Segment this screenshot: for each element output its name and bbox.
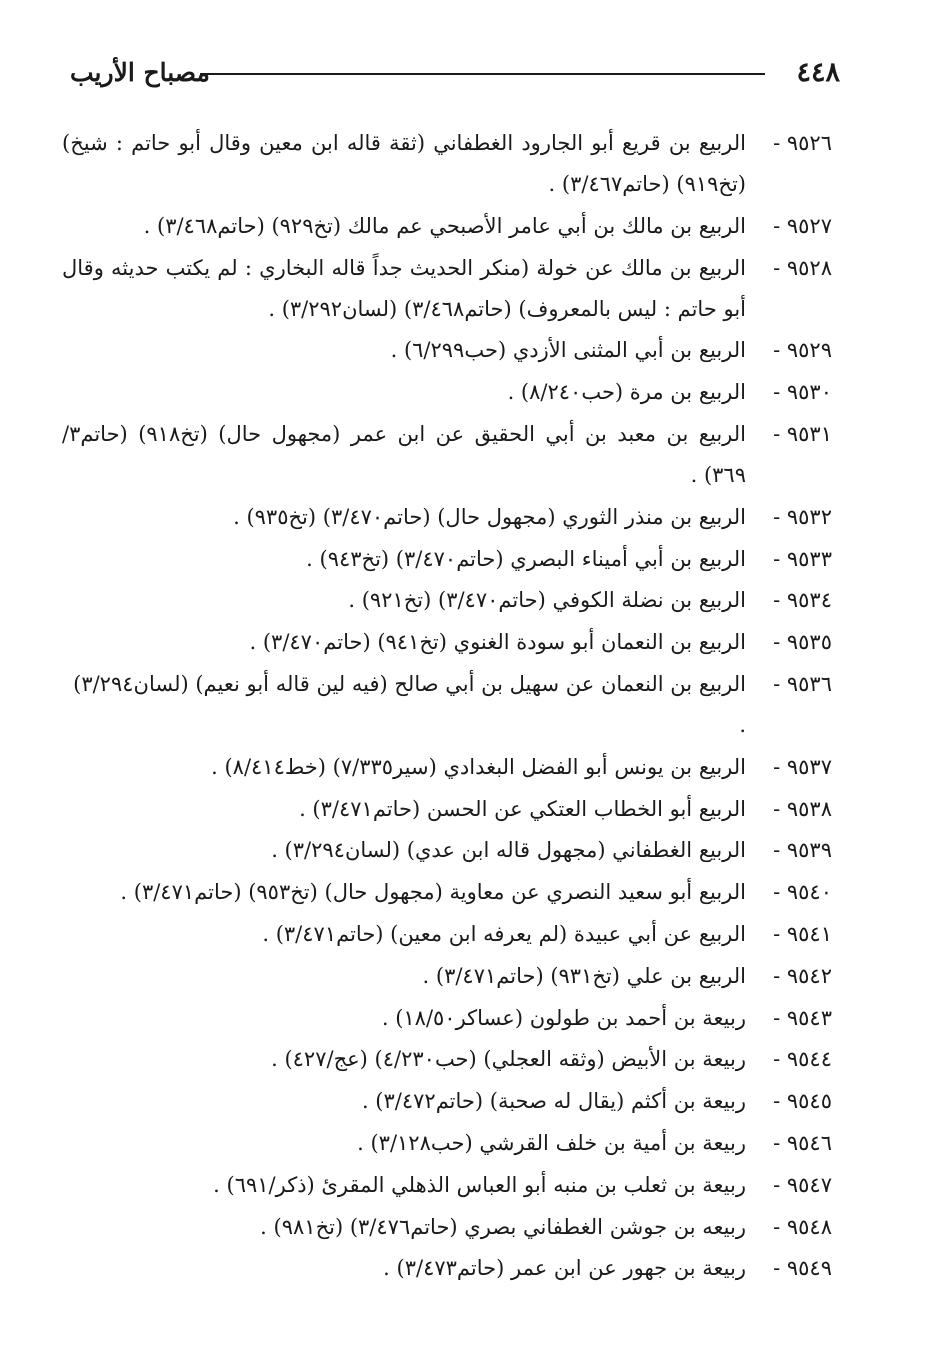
entry [62,1165,832,1206]
entry-text: الربيع بن يونس أبو الفضل البغدادي (سير٧/٣٣٥) (خط٨/٤١٤) . [211,754,746,779]
entry-number: ٩٥٤٤ - [773,1047,832,1072]
entry-text: الربيع بن أبي أميناء البصري (حاتم٣/٤٧٠) (تخ٩٤٣) . [306,546,746,571]
entry [62,914,832,955]
entry [62,248,832,330]
entry [62,414,832,496]
entry-list [62,123,832,1290]
entry-text: الربيع بن مالك بن أبي عامر الأصبحي عم مالك (تخ٩٢٩) (حاتم٣/٤٦٨) . [143,213,746,238]
entry-number: ٩٥٤٣ - [773,1005,832,1030]
entry [62,664,832,746]
entry-number: ٩٥٣٩ - [773,838,832,863]
entry-text: الربيع بن نضلة الكوفي (حاتم٣/٤٧٠) (تخ٩٢١) . [348,588,746,613]
entry-number: ٩٥٤٩ - [773,1256,832,1281]
entry-text: ربيعة بن أمية بن خلف القرشي (حب٣/١٢٨) . [357,1130,746,1155]
entry-text: الربيع الغطفاني (مجهول قاله ابن عدي) (لسان٣/٢٩٤) . [271,838,746,863]
entry-number: ٩٥٢٦ - [773,131,832,155]
entry-number: ٩٥٣٨ - [773,796,832,821]
entry-text: الربيع عن أبي عبيدة (لم يعرفه ابن معين) (حاتم٣/٤٧١) . [262,921,746,946]
entry-number: ٩٥٤٨ - [773,1214,832,1239]
entry-number: ٩٥٤٦ - [773,1130,832,1155]
page-header [70,52,840,92]
entry [62,580,832,621]
header-rule [200,73,765,75]
entry [62,1123,832,1164]
entry [62,372,832,413]
entry-text: ربيعة بن أكثم (يقال له صحبة) (حاتم٣/٤٧٢) . [361,1089,746,1114]
entry-number: ٩٥٤٢ - [773,963,832,988]
entry [62,497,832,538]
entry-number: ٩٥٣٧ - [773,754,832,779]
entry [62,956,832,997]
entry-number: ٩٥٢٧ - [773,213,832,238]
entry-text: ربيعه بن جوشن الغطفاني بصري (حاتم٣/٤٧٦) (تخ٩٨١) . [260,1214,746,1239]
entry [62,747,832,788]
entry-text: الربيع بن مرة (حب٨/٢٤٠) . [507,380,746,405]
entry-text: ربيعة بن ثعلب بن منبه أبو العباس الذهلي المقرئ (ذكر/٦٩١) . [213,1172,746,1197]
entry [62,789,832,830]
entry-text: الربيع بن النعمان أبو سودة الغنوي (تخ٩٤١) (حاتم٣/٤٧٠) . [249,630,746,655]
entry-number: ٩٥٣٣ - [773,546,832,571]
entry-text: ربيعة بن جهور عن ابن عمر (حاتم٣/٤٧٣) . [383,1256,746,1281]
entry-number: ٩٥٣٠ - [773,380,832,405]
entry [62,622,832,663]
entry-number: ٩٥٣١ - [773,421,832,446]
entry-text: الربيع بن قريع أبو الجارود الغطفاني (ثقة قاله ابن معين وقال أبو حاتم : شيخ) (تخ٩١٩) (حاتم٣/٤٦٧) . [62,131,746,196]
entry-number: ٩٥٤١ - [773,921,832,946]
entry-text: الربيع أبو سعيد النصري عن معاوية (مجهول حال) (تخ٩٥٣) (حاتم٣/٤٧١) . [120,880,746,905]
entry-text: الربيع بن معبد بن أبي الحقيق عن ابن عمر (مجهول حال) (تخ٩١٨) (حاتم٣/ ٣٦٩) . [62,421,746,487]
entry-text: الربيع أبو الخطاب العتكي عن الحسن (حاتم٣/٤٧١) . [299,796,746,821]
entry [62,123,832,205]
entry [62,872,832,913]
entry-text: ربيعة بن أحمد بن طولون (عساكر١٨/٥٠) . [381,1005,746,1030]
entry-number: ٩٥٣٢ - [773,504,832,529]
entry [62,998,832,1039]
entry-text: الربيع بن منذر الثوري (مجهول حال) (حاتم٣/٤٧٠) (تخ٩٣٥) . [233,504,746,529]
entry-number: ٩٥٢٨ - [773,255,832,280]
entry-number: ٩٥٤٥ - [773,1089,832,1114]
entry [62,330,832,371]
entry-text: الربيع بن النعمان عن سهيل بن أبي صالح (فيه لين قاله أبو نعيم) (لسان٣/٢٩٤) . [73,671,746,737]
entry-text: الربيع بن أبي المثنى الأزدي (حب٦/٢٩٩) . [390,338,746,363]
entry [62,1248,832,1289]
entry-number: ٩٥٢٩ - [773,338,832,363]
entry-number: ٩٥٣٥ - [773,630,832,655]
entry [62,1081,832,1122]
entry [62,830,832,871]
page-number: ٤٤٨ [796,57,840,88]
entry-text: الربيع بن علي (تخ٩٣١) (حاتم٣/٤٧١) . [422,963,746,988]
book-title: مصباح الأريب [70,58,210,87]
entry-text: ربيعة بن الأبيض (وثقه العجلي) (حب٤/٢٣٠) (عج/٤٢٧) . [271,1047,746,1072]
entry [62,1207,832,1248]
entry [62,206,832,247]
entry-number: ٩٥٤٠ - [773,880,832,905]
entry-number: ٩٥٣٦ - [773,671,832,696]
entry-number: ٩٥٣٤ - [773,588,832,613]
entry [62,1039,832,1080]
entry-text: الربيع بن مالك عن خولة (منكر الحديث جداً قاله البخاري : لم يكتب حديثه وقال أبو حاتم : ليس بالمعروف) (حاتم٣/٤٦٨) (لسان٣/٢٩٢) . [62,255,746,321]
entry [62,539,832,580]
entry-number: ٩٥٤٧ - [773,1172,832,1197]
